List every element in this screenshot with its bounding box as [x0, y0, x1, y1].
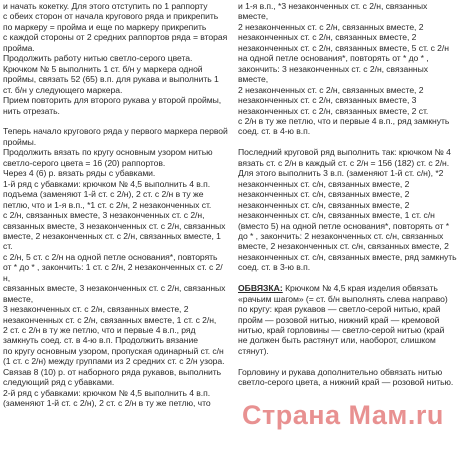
paragraph-last-round: Последний круговой ряд выполнить так: крючком № 4 вязать ст. с 2/н в каждый ст. с 2/н = 156 (182) ст. с 2/н. Для этого выполнить 3 в.п. (заменяют 1-й ст. с/н), *2 незаконченных ст. с/н, связанных вместе, 2 незаконченных ст. с/н, связанных вместе, 2 незаконченных ст. с/н, связанных вместе, 2 незаконченных ст. с/н, связанных вместе, 1 ст. с/н (вместо 5) на одной петле основания*, повторять от * до * , закончить: 2 незаконченных ст. с/н, связанных вместе, 2 незаконченных ст. с/н, связанных вместе, 2 незаконченных ст. с/н, связанных вместе, ряд замкнуть соед. ст. в 3-ю в.п.	[238, 147, 457, 273]
paragraph-edging	[238, 283, 458, 356]
edging-text: Крючком № 4,5 края изделия обвязать «рачьим шагом» (= ст. б/н выполнять слева направо) по кругу: края рукавов — светло-серой нитью, край пройм — розовой нитью, нижний край — кремовой нитью, край горловины — светло-серой нитью (край не должен быть растянут или, наоборот, слишком стянут).	[238, 283, 448, 356]
left-column	[3, 1, 229, 409]
paragraph-final-edging: Горловину и рукава дополнительно обвязать нитью светло-серого цвета, а нижний край — розовой нитью.	[238, 366, 454, 388]
paragraph-decrease-continued: и 1-я в.п., *3 незаконченных ст. с 2/н, связанных вместе, 2 незаконченных ст. с 2/н, связанных вместе, 2 незаконченных ст. с 2/н, связанных вместе, 2 незаконченных ст. с 2/н, связанных вместе, 5 ст. с 2/н на одной петле основания*, повторять от * до * , закончить: 3 незаконченных ст. с 2/н, связанных вместе, 2 незаконченных ст. с 2/н, связанных вместе, 2 незаконченных ст. с 2/н, связанных вместе, 3 незаконченных ст. с 2/н, связанных вместе, 2 ст. с 2/н в ту же петлю, что и первые 4 в.п., ряд замкнуть соед. ст. в 4-ю в.п.	[238, 1, 450, 137]
paragraph-gap	[3, 116, 229, 126]
right-column	[238, 1, 458, 388]
paragraph-neck-armhole: и начать кокетку. Для этого отступить по 1 раппорту с обеих сторон от начала кругового ряда и прикрепить по маркеру = пройма и еще по маркеру прикрепить с каждой стороны от 2 средних раппортов ряда = вторая пройма. Продолжить работу нитью светло-серого цвета. Крючком № 5 выполнить 1 ст. б/н у маркера одной проймы, связать 52 (65) в.п. для рукава и выполнить 1 ст. б/н у следующего маркера. Прием повторить для второго рукава у второй проймы, нить отрезать.	[3, 1, 228, 116]
paragraph-gap	[238, 356, 458, 366]
paragraph-round-decreases: Теперь начало кругового ряда у первого маркера первой проймы. Продолжить вязать по кругу основным узором нитью светло-серого цвета = 16 (20) раппортов. Через 4 (6) р. вязать ряды с убавками. 1-й ряд с убавками: крючком № 4,5 выполнить 4 в.п. подъема (заменяют 1-й ст. с 2/н), 2 ст. с 2/н в ту же петлю, что и 1-я в.п., *1 ст. с 2/н, 2 незаконченных ст. с 2/н, связанных вместе, 3 незаконченных ст. с 2/н, связанных вместе, 3 незаконченных ст. с 2/н, связанных вместе, 2 незаконченных ст. с 2/н, связанных вместе, 1 ст. с 2/н, 5 ст. с 2/н на одной петле основания*, повторять от * до * , закончить: 1 ст. с 2/н, 2 незаконченных ст. с 2/н, связанных вместе, 3 незаконченных ст. с 2/н, связанных вместе, 3 незаконченных ст. с 2/н, связанных вместе, 2 незаконченных ст. с 2/н, связанных вместе, 1 ст. с 2/н, 2 ст. с 2/н в ту же петлю, что и первые 4 в.п., ряд замкнуть соед. ст. в 4-ю в.п. Продолжить вязание по кругу основным узором, пропуская одинарный ст. с/н (1 ст. с 2/н) между группами из 2 средних ст. с 2/н узора. Связав 8 (10) р. от наборного ряда рукавов, выполнить следующий ряд с убавками. 2-й ряд с убавками: крючком № 4,5 выполнить 4 в.п. (заменяют 1-й ст. с 2/н), 2 ст. с 2/н в ту же петлю, что	[3, 126, 228, 409]
paragraph-gap	[238, 137, 458, 147]
paragraph-gap	[238, 273, 458, 283]
site-watermark: Страна Мам.ru	[242, 400, 444, 430]
edging-title: ОБВЯЗКА:	[238, 283, 283, 294]
